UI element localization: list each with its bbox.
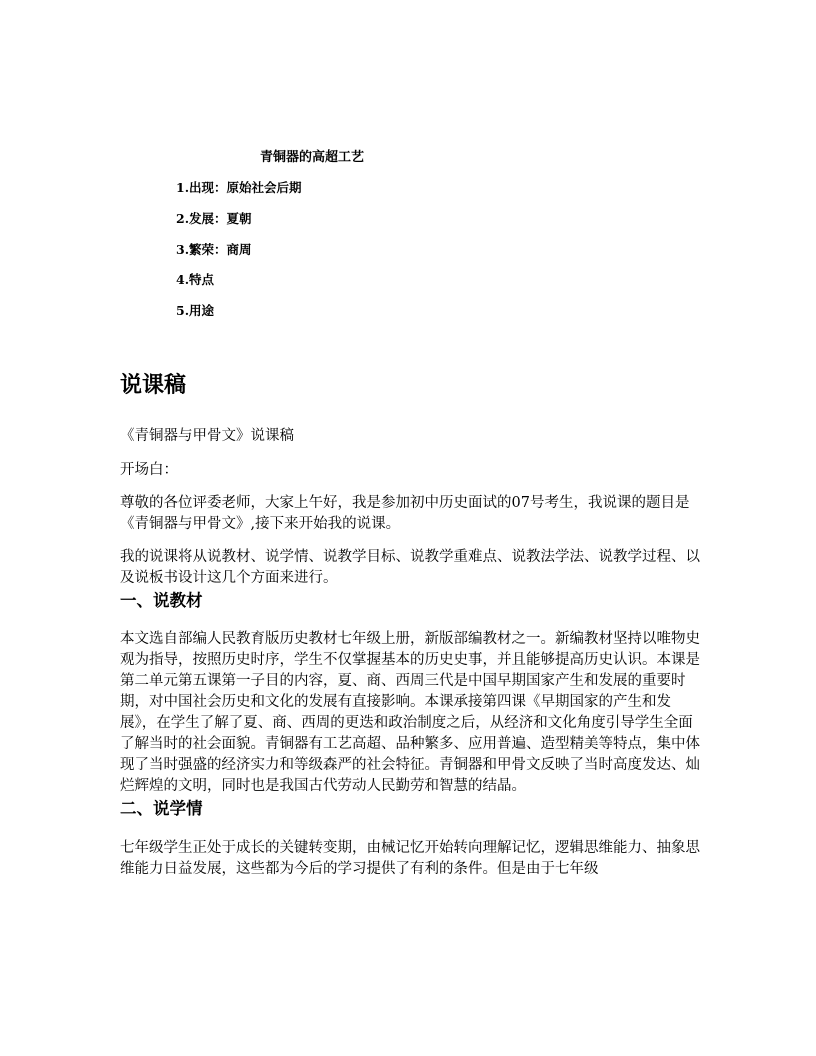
document-body (120, 370, 700, 880)
section-body-textbook: 本文选自部编人民教育版历史教材七年级上册，新版部编教材之一。新编教材坚持以唯物史观为指导，按照历史时序，学生不仅掌握基本的历史史事，并且能够提高历史认识。本课是第二单元第五课第一子目的内容，夏、商、西周三代是中国早期国家产生和发展的重要时期，对中国社会历史和文化的发展有直接影响。本课承接第四课《早期国家的产生和发展》，在学生了解了夏、商、西周的更迭和政治制度之后，从经济和文化角度引导学生全面了解当时的社会面貌。青铜器有工艺高超、品种繁多、应用普遍、造型精美等特点，集中体现了当时强盛的经济实力和等级森严的社会特征。青铜器和甲骨文反映了当时高度发达、灿烂辉煌的文明，同时也是我国古代劳动人民勤劳和智慧的结晶。 (120, 631, 700, 794)
board-item-uses: 5.用途 (176, 303, 215, 319)
board-item-features: 4.特点 (176, 272, 215, 288)
board-outline-list (176, 179, 302, 333)
board-title: 青铜器的高超工艺 (260, 150, 365, 165)
section-heading-textbook: 一、说教材 (120, 591, 203, 610)
board-item-development: 2.发展：夏朝 (176, 210, 252, 226)
outline-paragraph: 我的说课将从说教材、说学情、说教学目标、说教学重难点、说教法学法、说教学过程、以及说板书设计这几个方面来进行。 (120, 549, 700, 586)
intro-paragraph: 尊敬的各位评委老师，大家上午好，我是参加初中历史面试的07号考生，我说课的题目是《青铜器与甲骨文》,接下来开始我的说课。 (120, 495, 690, 532)
section-heading-students: 二、说学情 (120, 799, 203, 818)
board-item-origin: 1.出现：原始社会后期 (176, 180, 302, 195)
board-item-prosperity: 3.繁荣：商周 (176, 241, 252, 257)
document-title: 说课稿 (120, 373, 187, 398)
section-body-students: 七年级学生正处于成长的关键转变期，由械记忆开始转向理解记忆，逻辑思维能力、抽象思维能力日益发展，这些都为今后的学习提供了有利的条件。但是由于七年级 (120, 840, 700, 877)
lesson-subtitle: 《青铜器与甲骨文》说课稿 (120, 428, 294, 444)
opening-label: 开场白： (120, 462, 178, 478)
